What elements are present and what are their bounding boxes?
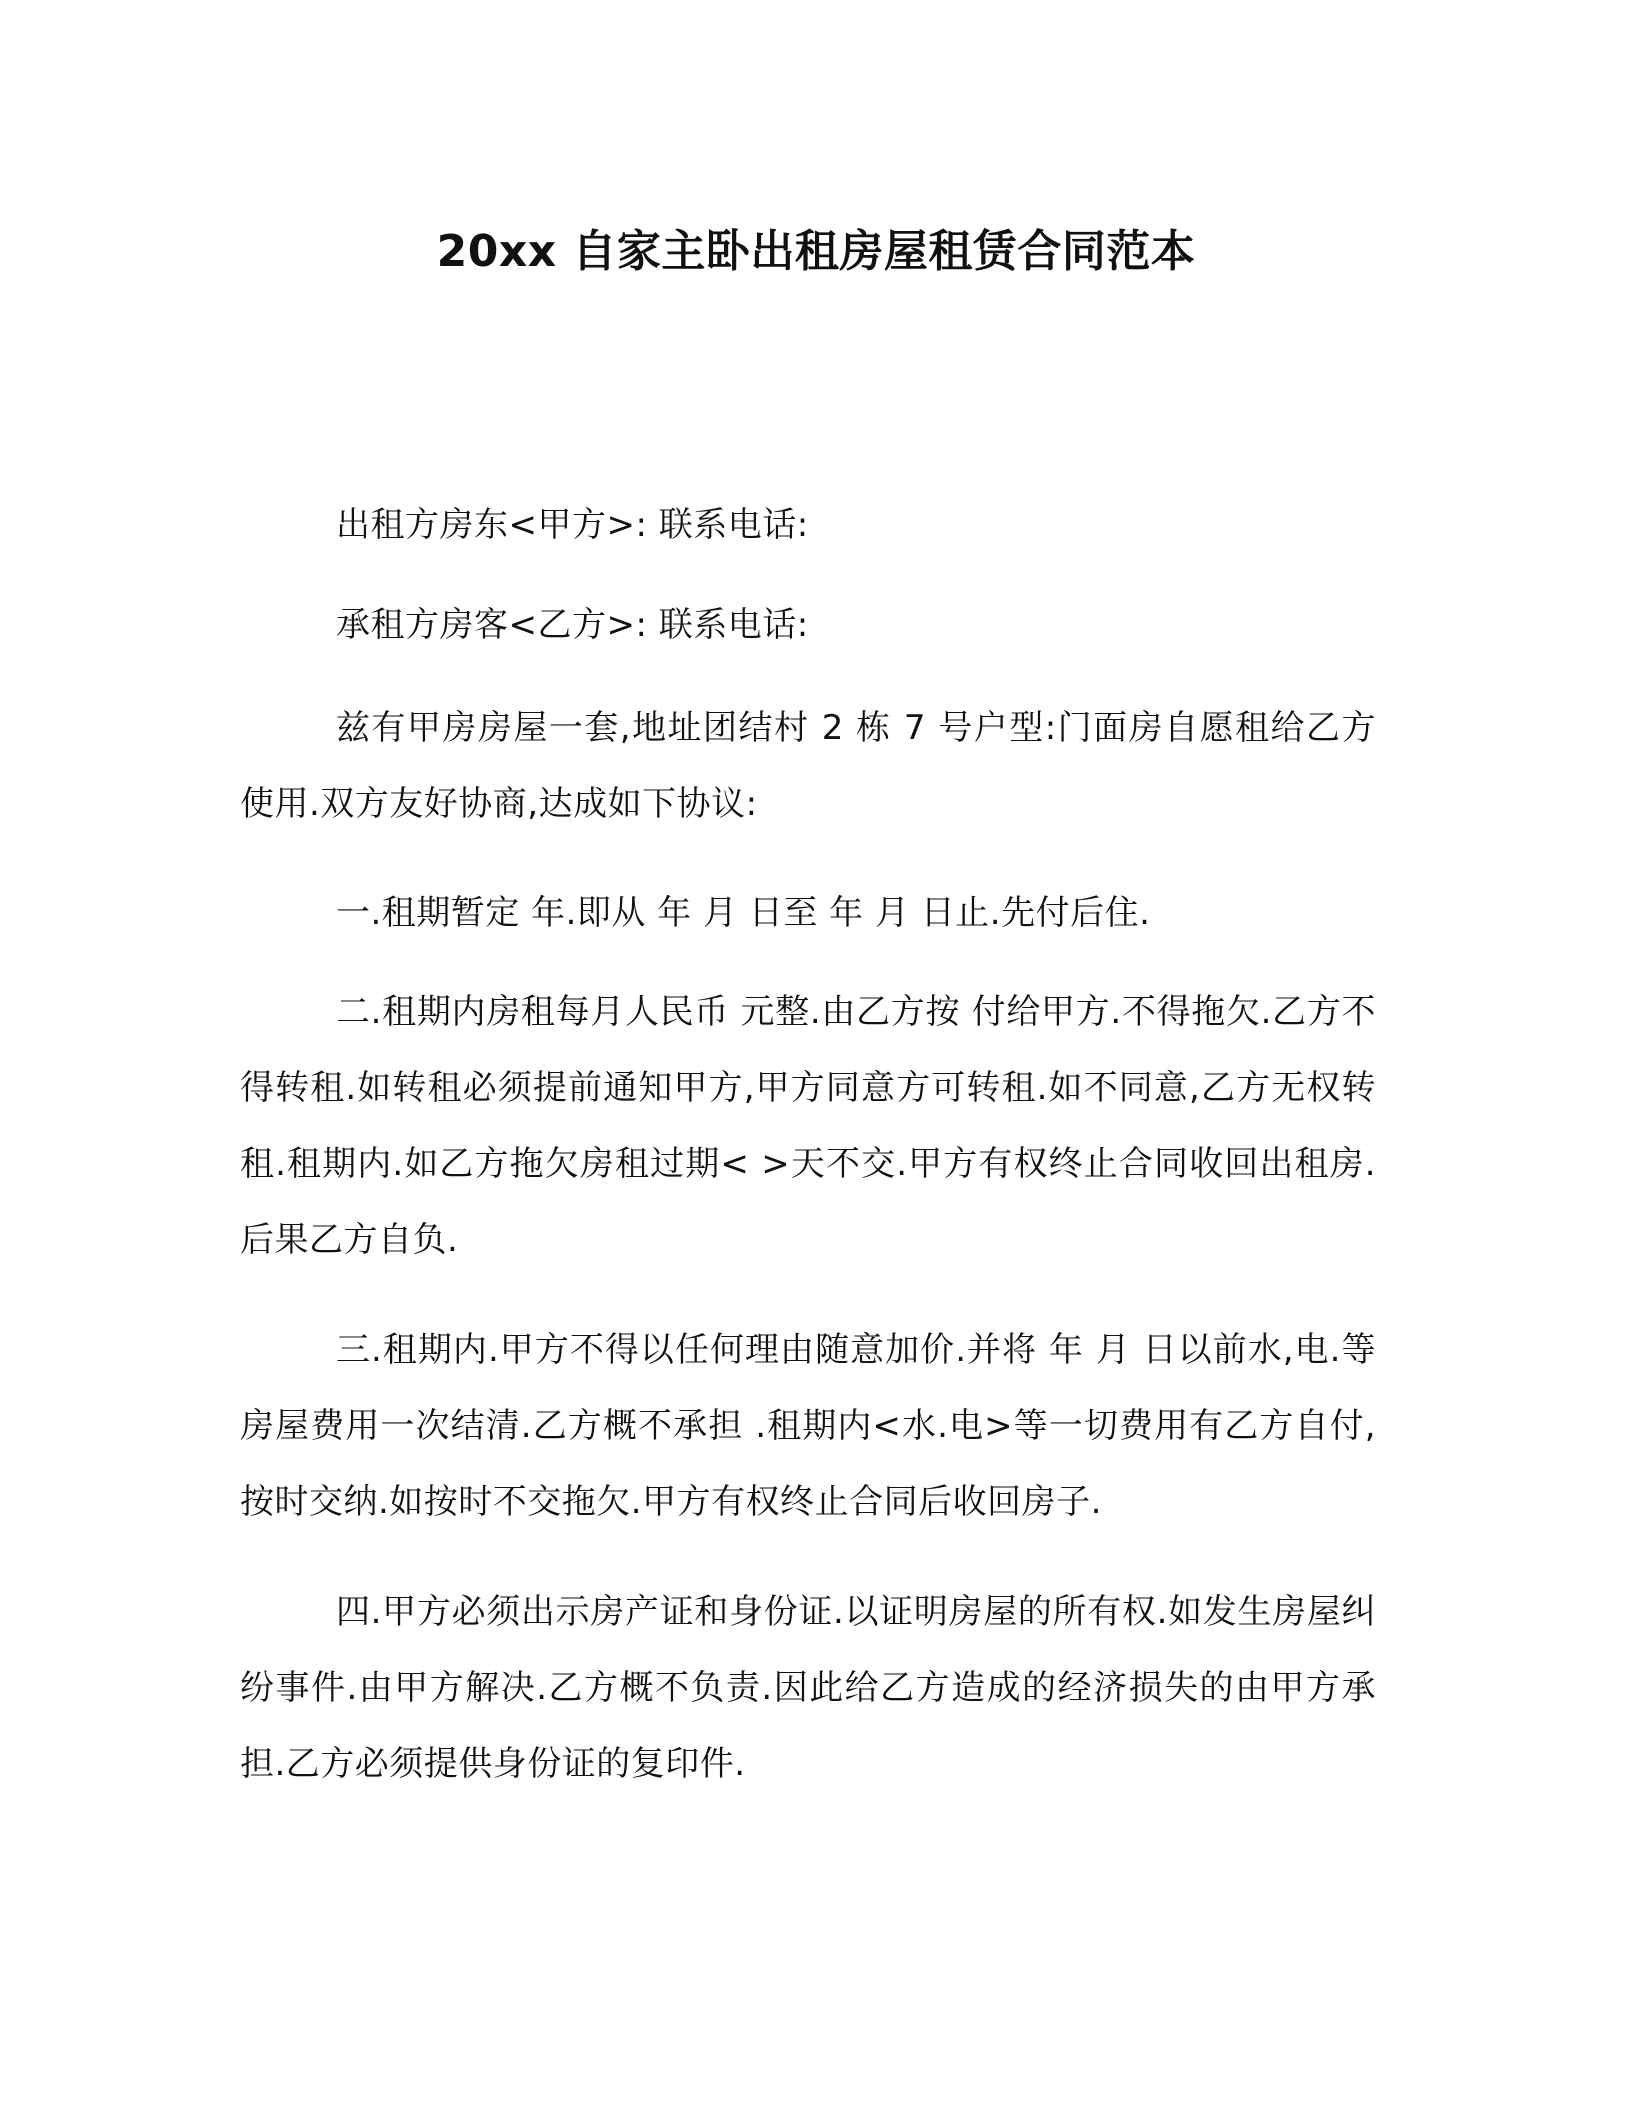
paragraph-premises: 兹有甲房房屋一套,地址团结村 2 栋 7 号户型:门面房自愿租给乙方使用.双方友好协商,达成如下协议: [240,708,1376,824]
clause-2-rent: 二.租期内房租每月人民币 元整.由乙方按 付给甲方.不得拖欠.乙方不得转租.如转租必须提前通知甲方,甲方同意方可转租.如不同意,乙方无权转租.租期内.如乙方拖欠房租过期< >天不交.甲方有权终止合同收回出租房.后果乙方自负. [240,992,1376,1260]
clause-3-fees: 三.租期内.甲方不得以任何理由随意加价.并将 年 月 日以前水,电.等房屋费用一次结清.乙方概不承担 .租期内<水.电>等一切费用有乙方自付,按时交纳.如按时不交拖欠.甲方有权终止合同后收回房子. [240,1330,1376,1522]
paragraph-lessee: 承租方房客<乙方>: 联系电话: [336,605,809,645]
clause-1-term: 一.租期暂定 年.即从 年 月 日至 年 月 日止.先付后住. [336,893,1151,933]
document-title: 20xx 自家主卧出租房屋租赁合同范本 [436,226,1196,277]
clause-4-ownership: 四.甲方必须出示房产证和身份证.以证明房屋的所有权.如发生房屋纠纷事件.由甲方解决.乙方概不负责.因此给乙方造成的经济损失的由甲方承担.乙方必须提供身份证的复印件. [240,1592,1376,1784]
paragraph-lessor: 出租方房东<甲方>: 联系电话: [336,505,809,545]
